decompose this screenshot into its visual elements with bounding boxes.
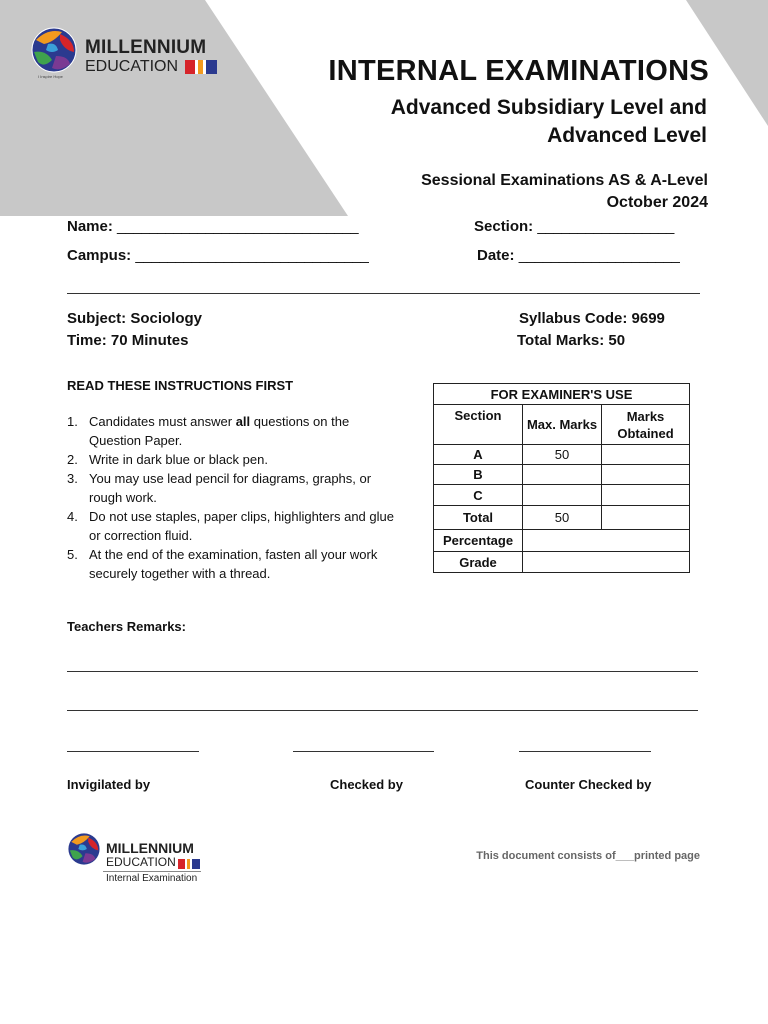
section-field[interactable] [474, 218, 674, 235]
list-item [67, 469, 397, 507]
item-number: 1. [67, 414, 78, 429]
header-logo [30, 26, 78, 79]
date-field[interactable] [477, 247, 680, 264]
item-text: Write in dark blue or black pen. [89, 452, 268, 467]
campus-line: _____________________________ [135, 247, 369, 264]
row-section: B [434, 465, 523, 485]
item-text: Candidates must answer [89, 414, 236, 429]
row-max [523, 465, 602, 485]
checked-by-label: Checked by [330, 777, 403, 792]
header-max-marks: Max. Marks [523, 405, 602, 445]
item-number: 2. [67, 452, 78, 467]
instructions-list [67, 412, 397, 583]
item-number: 4. [67, 509, 78, 524]
page-count-pre: This document consists of [476, 850, 616, 862]
list-item [67, 507, 397, 545]
footer-logo [67, 832, 101, 871]
footer-logo-divider [103, 871, 201, 872]
table-row [434, 506, 690, 530]
row-max: 50 [523, 506, 602, 530]
name-line: ______________________________ [117, 218, 359, 235]
page-count-note [476, 850, 700, 862]
instructions-heading: READ THESE INSTRUCTIONS FIRST [67, 378, 294, 393]
percentage-label: Percentage [434, 530, 523, 552]
remarks-line-1[interactable] [67, 671, 698, 672]
examiner-table-title: FOR EXAMINER'S USE [434, 384, 690, 405]
campus-label: Campus: [67, 247, 132, 264]
section-label: Section: [474, 218, 534, 235]
item-number: 5. [67, 547, 78, 562]
row-obtained[interactable] [602, 506, 690, 530]
footer-logo-name: MILLENNIUM [106, 840, 194, 856]
table-row [434, 465, 690, 485]
list-item [67, 450, 397, 469]
logo-tagline: I Inspire Hope [38, 74, 63, 79]
logo-name: MILLENNIUM [85, 37, 207, 58]
page-title: INTERNAL EXAMINATIONS [328, 55, 709, 87]
subtitle-line-1: Advanced Subsidiary Level and [390, 96, 707, 119]
session-line-2: October 2024 [606, 194, 708, 211]
row-obtained[interactable] [602, 465, 690, 485]
table-row [434, 485, 690, 506]
checked-signature-line[interactable] [293, 751, 434, 752]
examiner-table [433, 383, 690, 573]
footer-logo-caption: Internal Examination [106, 873, 198, 884]
time: Time: 70 Minutes [67, 332, 189, 349]
item-bold: all [235, 414, 251, 429]
item-number: 3. [67, 471, 78, 486]
item-text: questions on the Question Paper. [89, 414, 350, 448]
session-line-1: Sessional Examinations AS & A-Level [421, 172, 708, 189]
teachers-remarks-label: Teachers Remarks: [67, 619, 186, 634]
subtitle-line-2: Advanced Level [547, 124, 707, 147]
row-max: 50 [523, 445, 602, 465]
invigilated-by-label: Invigilated by [67, 777, 151, 792]
list-item [67, 412, 397, 450]
counter-checked-by-label: Counter Checked by [525, 777, 652, 792]
row-section: C [434, 485, 523, 506]
item-text: At the end of the examination, fasten all your work securely together with a thread. [89, 547, 378, 581]
campus-field[interactable] [67, 247, 369, 264]
grade-label: Grade [434, 552, 523, 573]
total-marks: Total Marks: 50 [517, 332, 626, 349]
table-row [434, 552, 690, 573]
percentage-value[interactable] [523, 530, 690, 552]
name-field[interactable] [67, 218, 358, 235]
date-line: ____________________ [518, 247, 680, 264]
name-label: Name: [67, 218, 113, 235]
row-max [523, 485, 602, 506]
row-section: A [434, 445, 523, 465]
row-obtained[interactable] [602, 445, 690, 465]
divider [67, 293, 700, 294]
logo-subtitle: EDUCATION [85, 58, 179, 75]
date-label: Date: [477, 247, 515, 264]
header-marks-obtained: Marks Obtained [602, 405, 690, 445]
counter-checked-signature-line[interactable] [519, 751, 651, 752]
globe-icon [67, 832, 101, 866]
invigilated-signature-line[interactable] [67, 751, 199, 752]
flag-icon [185, 60, 218, 74]
grade-value[interactable] [523, 552, 690, 573]
item-text: You may use lead pencil for diagrams, graphs, or rough work. [89, 471, 372, 505]
section-line: _________________ [537, 218, 675, 235]
globe-icon [30, 26, 78, 74]
footer-logo-subtitle: EDUCATION [106, 855, 176, 869]
subject: Subject: Sociology [67, 310, 203, 327]
item-text: Do not use staples, paper clips, highlighters and glue or correction fluid. [89, 509, 394, 543]
table-row [434, 530, 690, 552]
list-item [67, 545, 397, 583]
header-section: Section [434, 405, 523, 445]
syllabus-code: Syllabus Code: 9699 [519, 310, 665, 327]
page-count-post: printed page [633, 850, 700, 862]
row-obtained[interactable] [602, 485, 690, 506]
row-section: Total [434, 506, 523, 530]
remarks-line-2[interactable] [67, 710, 698, 711]
flag-icon [178, 856, 200, 866]
page-count-blank[interactable]: ___ [615, 850, 634, 862]
table-row [434, 445, 690, 465]
